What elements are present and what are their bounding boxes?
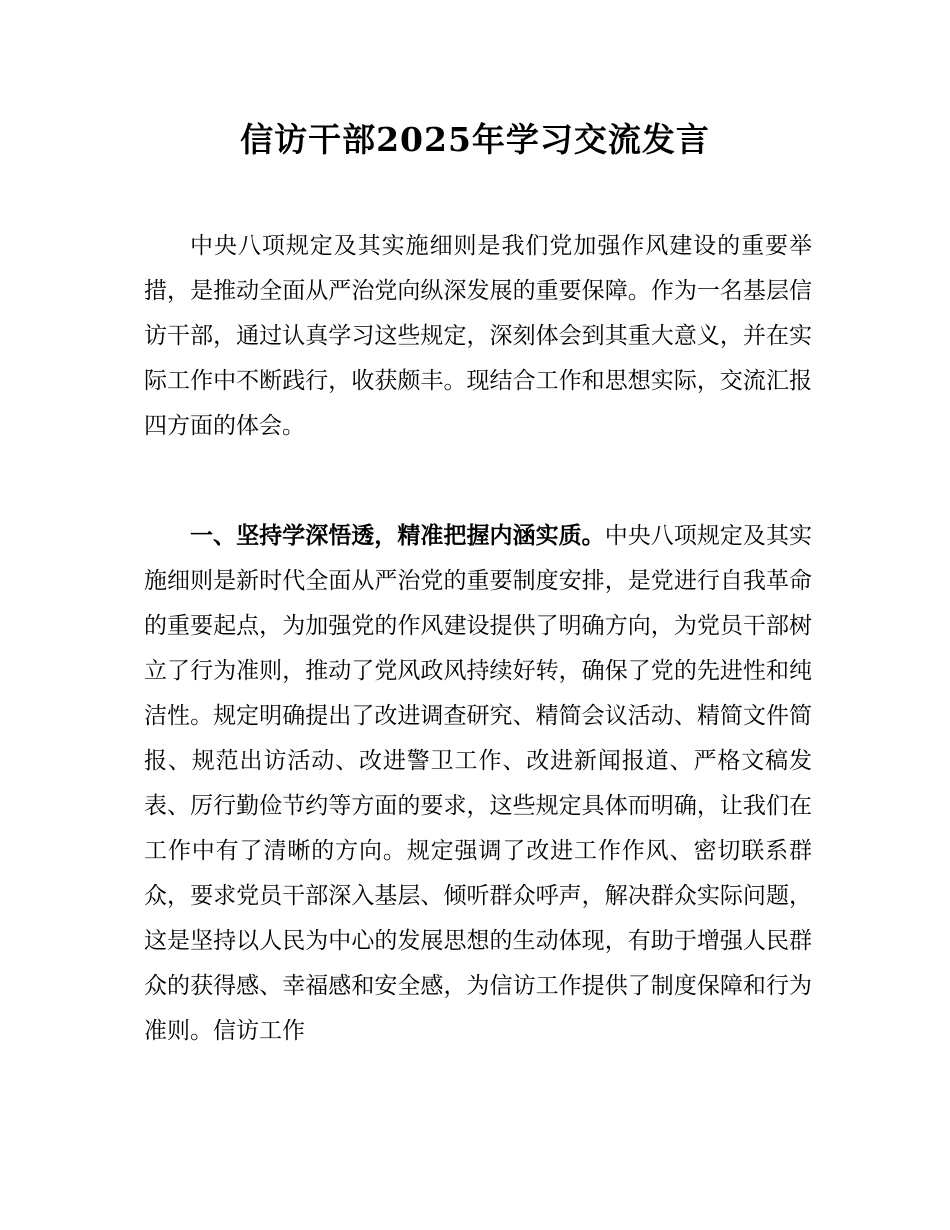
paragraph-section-1 xyxy=(144,514,812,1054)
paragraph-intro-text: 中央八项规定及其实施细则是我们党加强作风建设的重要举措，是推动全面从严治党向纵深发展的重要保障。作为一名基层信访干部，通过认真学习这些规定，深刻体会到其重大意义，并在实际工作中不断践行，收获颇丰。现结合工作和思想实际，交流汇报四方面的体会。 xyxy=(144,233,812,439)
document-title: 信访干部2025年学习交流发言 xyxy=(240,120,710,159)
section-1-text: 中央八项规定及其实施细则是新时代全面从严治党的重要制度安排，是党进行自我革命的重要起点，为加强党的作风建设提供了明确方向，为党员干部树立了行为准则，推动了党风政风持续好转，确保了党的先进性和纯洁性。规定明确提出了改进调查研究、精简会议活动、精简文件简报、规范出访活动、改进警卫工作、改进新闻报道、严格文稿发表、厉行勤俭节约等方面的要求，这些规定具体而明确，让我们在工作中有了清晰的方向。规定强调了改进工作作风、密切联系群众，要求党员干部深入基层、倾听群众呼声，解决群众实际问题，这是坚持以人民为中心的发展思想的生动体现，有助于增强人民群众的获得感、幸福感和安全感，为信访工作提供了制度保障和行为准则。信访工作 xyxy=(144,523,813,1044)
paragraph-intro xyxy=(144,224,812,449)
section-1-heading: 一、坚持学深悟透，精准把握内涵实质。 xyxy=(190,523,605,549)
